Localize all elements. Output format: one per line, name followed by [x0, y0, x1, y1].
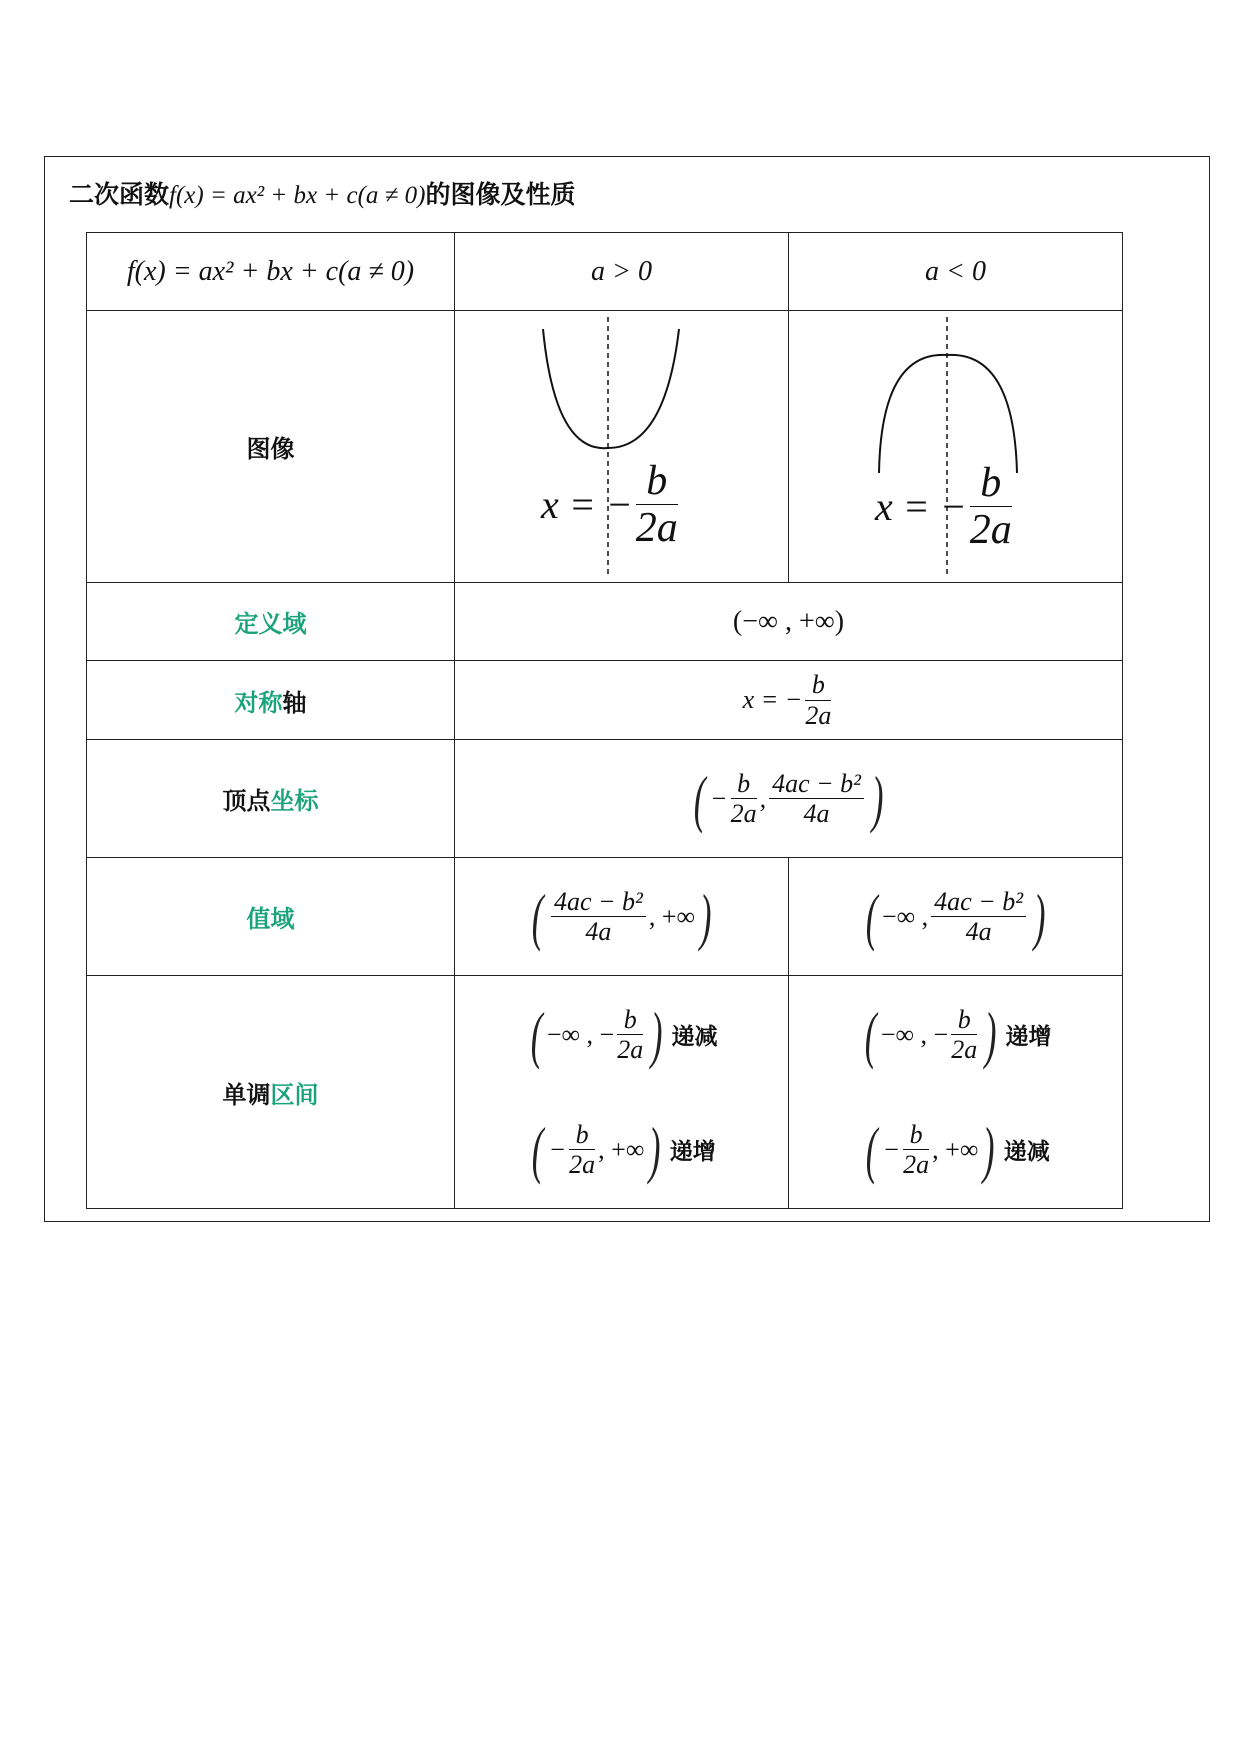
graph-row: [87, 311, 1123, 583]
vertex-label: 顶点坐标: [87, 740, 455, 858]
range-pos-cell: [455, 858, 789, 976]
graph-label: 图像: [87, 311, 455, 583]
monotonic-neg-interval-2: ( − $\frac{b}{2a}$ , +∞ ) 递减: [866, 1113, 1050, 1185]
monotonic-label: 单调区间: [87, 976, 455, 1209]
axis-label-neg: x = − $\frac{b}{2a}$: [875, 459, 1012, 553]
monotonic-neg-interval-1: ( −∞ , − $\frac{b}{2a}$ ) 递增: [864, 998, 1052, 1070]
domain-value: (−∞ , +∞): [732, 605, 845, 637]
domain-row: [87, 583, 1123, 661]
graph-upward-cell: [455, 311, 789, 583]
title-suffix: 的图像及性质: [425, 180, 576, 209]
vertex-row: [87, 740, 1123, 858]
range-neg-value: ( −∞ , $\frac{\text{4ac − b²}}{4a}$ ): [865, 880, 1046, 952]
title-formula: f(x) = ax² + bx + c(a ≠ 0): [169, 182, 426, 209]
monotonic-row: [87, 976, 1123, 1209]
monotonic-pos-interval-1: ( −∞ , − $\frac{b}{2a}$ ) 递减: [530, 998, 718, 1070]
axis-value: x = − $\frac{b}{2a}$: [742, 670, 832, 730]
range-pos-value: ( $\frac{\text{4ac − b²}}{4a}$ , +∞ ): [531, 880, 712, 952]
axis-label: 对称轴: [87, 661, 455, 740]
header-formula-cell: [87, 233, 455, 311]
vertex-value: ( − $\frac{b}{2a}$ , $\frac{\text{4ac − b²}}{4a}$ ): [693, 762, 884, 834]
properties-table: [86, 232, 1123, 1209]
axis-value-cell: [455, 661, 1123, 740]
title-prefix: 二次函数: [69, 180, 170, 209]
range-row: [87, 858, 1123, 976]
header-a-negative: a < 0: [789, 233, 1123, 311]
range-neg-cell: [789, 858, 1123, 976]
content-frame: [44, 156, 1210, 1222]
range-label: 值域: [87, 858, 455, 976]
header-formula: f(x) = ax² + bx + c(a ≠ 0): [126, 255, 415, 287]
graph-downward-cell: [789, 311, 1123, 583]
domain-value-cell: [455, 583, 1123, 661]
monotonic-pos-interval-2: ( − $\frac{b}{2a}$ , +∞ ) 递增: [532, 1113, 716, 1185]
page-title: [69, 175, 576, 216]
domain-label: 定义域: [87, 583, 455, 661]
monotonic-neg-cell: [789, 976, 1123, 1209]
table-header-row: [87, 233, 1123, 311]
vertex-value-cell: [455, 740, 1123, 858]
axis-row: [87, 661, 1123, 740]
header-a-positive: a > 0: [455, 233, 789, 311]
monotonic-pos-cell: [455, 976, 789, 1209]
axis-label-pos: x = − $\frac{b}{2a}$: [541, 457, 678, 551]
